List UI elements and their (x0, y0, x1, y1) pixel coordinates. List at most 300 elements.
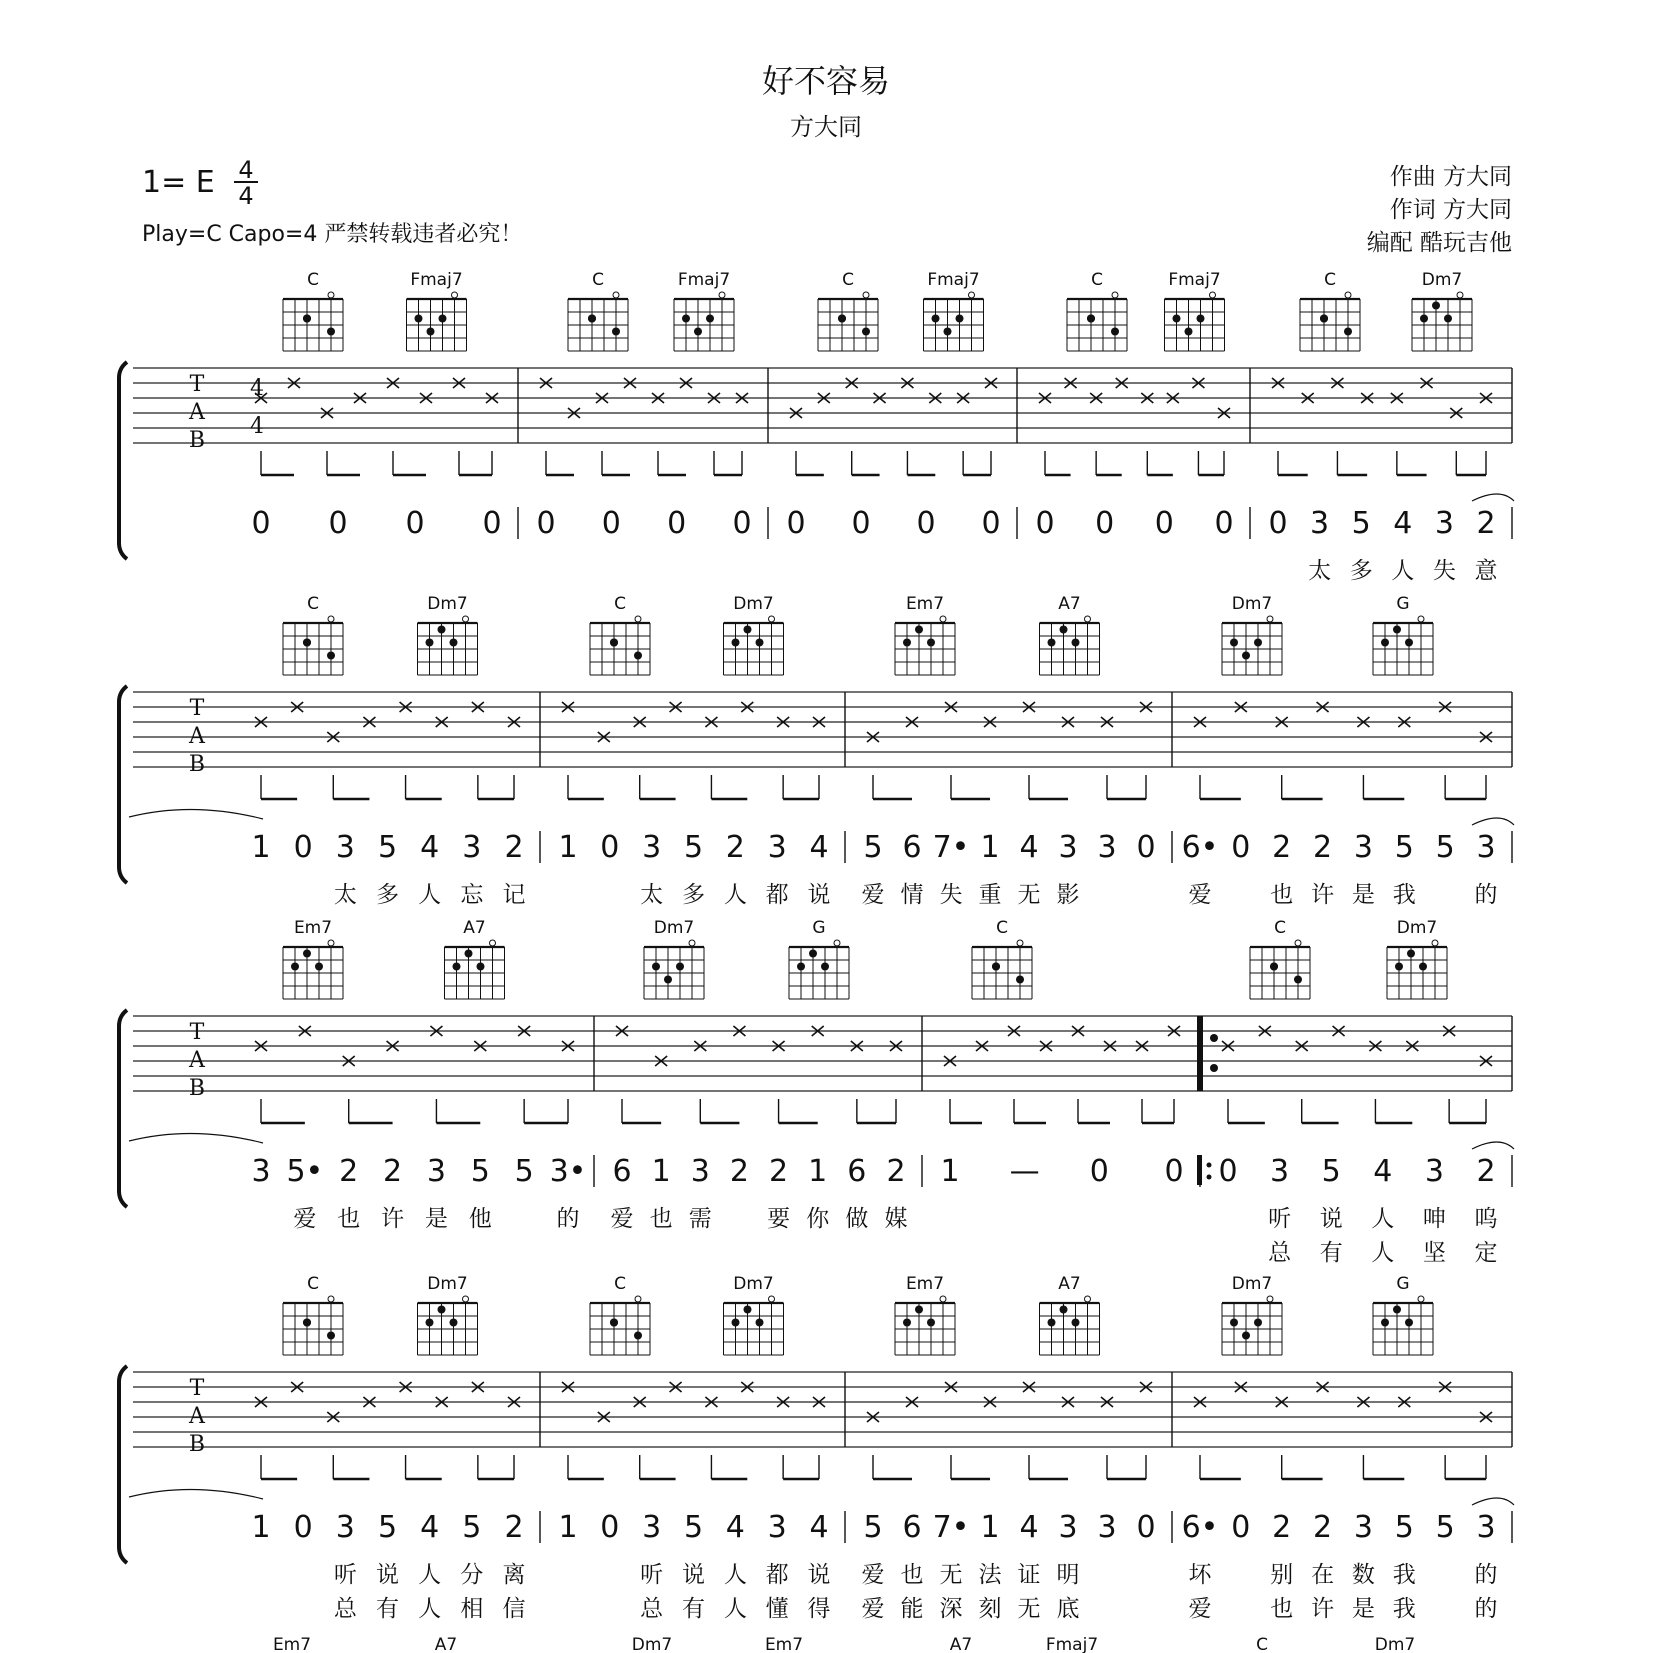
chord-diagram-dot (756, 1319, 764, 1327)
jianpu-note: 5 (683, 1510, 704, 1545)
chord-diagram-dot (744, 626, 752, 634)
chord-diagram-open-string (834, 940, 840, 946)
lyric-char: 做 (845, 1206, 869, 1232)
chord-name: Fmaj7 (1168, 270, 1221, 290)
lyric-char: 你 (806, 1206, 830, 1232)
chord-diagram-dot (1060, 626, 1068, 634)
jianpu-note: 2 (1476, 506, 1496, 541)
chord-name: Fmaj7 (677, 270, 731, 290)
chord-diagram-dot (439, 315, 447, 323)
jianpu-note: 3 (1310, 506, 1330, 541)
chord-diagram-dot (1381, 1319, 1389, 1327)
jianpu-note: 3 (1353, 830, 1373, 865)
chord-diagram-dot (1405, 1319, 1413, 1327)
lyric-char: 听 (333, 1562, 357, 1588)
artist-name: 方大同 (790, 113, 862, 141)
chord-diagram-dot (1173, 315, 1181, 323)
chord-diagram-open-string (635, 616, 641, 622)
lyric-char: 也 (649, 1206, 673, 1232)
chord-diagram-dot (756, 639, 764, 647)
chord-diagram-dot (303, 315, 311, 323)
chord-diagram-dot (634, 652, 642, 660)
chord-diagram-dot (862, 328, 870, 336)
chord-diagram-dot (903, 639, 911, 647)
chord-diagram-dot (706, 315, 714, 323)
repeat-dot (1207, 1175, 1212, 1180)
jianpu-note: 0 (328, 506, 348, 541)
system-bracket (119, 1366, 127, 1563)
jianpu-note: 0 (1231, 1510, 1251, 1545)
jianpu-note: 0 (1214, 506, 1234, 541)
lyric-char: 定 (1474, 1240, 1498, 1266)
lyric-char: 说 (1319, 1206, 1343, 1232)
lyric-char: 许 (381, 1206, 405, 1232)
chord-diagram-open-string (969, 292, 975, 298)
chord-name: Dm7 (653, 918, 695, 938)
lyric-char: 是 (424, 1206, 448, 1232)
chord-diagram (1300, 292, 1360, 351)
lyric-char: 无 (1017, 1596, 1041, 1622)
jianpu-note: 1 (558, 1510, 578, 1545)
lyric-char: 也 (900, 1562, 924, 1588)
chord-name: C (307, 594, 319, 614)
jianpu-note: 3 (335, 830, 355, 865)
jianpu-note: 1 (558, 830, 578, 865)
chord-diagram-dot (1072, 1319, 1080, 1327)
chord-diagram-dot (327, 328, 335, 336)
chord-diagram-dot (634, 1332, 642, 1340)
lyric-char: 的 (556, 1206, 580, 1232)
lyric-char: 有 (682, 1596, 705, 1622)
jianpu-note: 0 (1089, 1154, 1109, 1189)
jianpu-note: 0 (1154, 506, 1174, 541)
chord-name: Dm7 (1421, 270, 1463, 290)
jianpu-note: 5 (514, 1154, 534, 1189)
chord-diagram-dot (291, 963, 299, 971)
jianpu-note: 2 (504, 830, 524, 865)
chord-diagram-dot (450, 639, 458, 647)
chord-diagram-dot (1016, 976, 1024, 984)
chord-diagram-dot (610, 639, 618, 647)
chord-name-partial: A7 (434, 1635, 458, 1653)
lyric-char: 也 (1270, 882, 1294, 908)
jianpu-note: 5 (1321, 1154, 1341, 1189)
chord-diagram-open-string (328, 940, 334, 946)
performance-notes: Play=C Capo=4 严禁转载违者必究！ (142, 222, 523, 247)
chord-diagram (1373, 616, 1433, 675)
tie-arc (1472, 494, 1514, 501)
jianpu-note: 5 (863, 1510, 883, 1545)
jianpu-note: 3 (1058, 830, 1078, 865)
chord-diagram (724, 616, 784, 675)
chord-diagram (789, 940, 849, 999)
jianpu-note: 2 (504, 1510, 524, 1545)
chord-diagram (1222, 616, 1282, 675)
chord-name: Dm7 (733, 594, 774, 614)
chord-name: C (842, 270, 854, 290)
chord-name-partial: Dm7 (1374, 1635, 1416, 1653)
chord-diagram-dot (1395, 963, 1403, 971)
tie-arc (1472, 1142, 1514, 1149)
chord-diagram-open-string (490, 940, 496, 946)
chord-name: C (1324, 270, 1336, 290)
chord-diagram (418, 616, 478, 675)
chord-diagram-open-string (1267, 616, 1273, 622)
lyric-char: 的 (1474, 1596, 1498, 1622)
chord-diagram-open-string (328, 292, 334, 298)
chord-name-partial: Em7 (272, 1635, 312, 1653)
repeat-start-bar-notation (1197, 1155, 1202, 1185)
jianpu-note: 0 (600, 1510, 620, 1545)
jianpu-note: 1 (940, 1154, 960, 1189)
jianpu-note: 3 (1353, 1510, 1373, 1545)
lyric-char: 人 (723, 882, 747, 908)
jianpu-note: 4 (1393, 506, 1413, 541)
chord-name: A7 (463, 918, 486, 938)
chord-diagram-dot (927, 1319, 935, 1327)
chord-diagram-open-string (452, 292, 458, 298)
jianpu-note: 3 (1270, 1154, 1290, 1189)
lyric-char: 太 (640, 882, 664, 908)
repeat-dot (1207, 1163, 1212, 1168)
jianpu-note: 4 (420, 830, 440, 865)
lyric-char: 爱 (293, 1206, 317, 1232)
jianpu-note: 2 (729, 1154, 749, 1189)
chord-diagram-open-string (463, 616, 469, 622)
chord-name-partial: C (1256, 1635, 1268, 1653)
lyric-char: 的 (1474, 1562, 1498, 1588)
chord-diagram-dot (1254, 639, 1262, 647)
jianpu-note: 5 (683, 830, 704, 865)
jianpu-note: 6 (847, 1154, 867, 1189)
jianpu-note: 3 (767, 1510, 787, 1545)
chord-diagram-open-string (1017, 940, 1023, 946)
chord-diagram-dot (903, 1319, 911, 1327)
chord-diagram-dot (426, 1319, 434, 1327)
lyric-char: 无 (1017, 882, 1041, 908)
chord-name: C (307, 270, 319, 290)
chord-diagram (568, 292, 628, 351)
lyric-char: 的 (1474, 882, 1498, 908)
chord-diagram-open-string (1457, 292, 1463, 298)
chord-diagram-dot (821, 963, 829, 971)
tab-time-top: 4 (250, 376, 264, 401)
chord-diagram-dot (744, 1306, 752, 1314)
chord-diagram (407, 292, 467, 351)
lyric-char: 无 (939, 1562, 963, 1588)
chord-diagram-dot (1419, 963, 1427, 971)
chord-diagram (283, 940, 343, 999)
chord-diagram (674, 292, 734, 351)
jianpu-note: 6• (1181, 830, 1219, 865)
chord-diagram-dot (327, 1332, 335, 1340)
jianpu-note: 3 (642, 1510, 662, 1545)
jianpu-note: 3 (1058, 1510, 1078, 1545)
lyric-char: 忘 (460, 882, 484, 908)
chord-diagram (972, 940, 1032, 999)
chord-diagram (1373, 1296, 1433, 1355)
lyric-char: 得 (807, 1596, 831, 1622)
credit-arranger: 编配 酷玩吉他 (1366, 230, 1512, 256)
chord-diagram-dot (1432, 302, 1440, 310)
credit-lyricist: 作词 方大同 (1389, 197, 1512, 223)
lyric-char: 底 (1056, 1596, 1080, 1622)
chord-diagram-dot (1381, 639, 1389, 647)
jianpu-note: 0 (600, 830, 620, 865)
chord-diagram (1040, 616, 1100, 675)
chord-name-partial: Fmaj7 (1045, 1635, 1099, 1653)
chord-diagram-dot (303, 1319, 311, 1327)
tab-clef-letter: T (189, 1376, 205, 1401)
jianpu-note: 2 (339, 1154, 359, 1189)
jianpu-note: 0 (293, 830, 313, 865)
tie-arc (1472, 1498, 1514, 1505)
lyric-char: 意 (1474, 558, 1498, 584)
jianpu-note: 0 (786, 506, 806, 541)
lyric-char: 人 (1371, 1206, 1395, 1232)
chord-name: Dm7 (1396, 918, 1438, 938)
chord-name: Dm7 (427, 594, 468, 614)
chord-name: G (1396, 1274, 1410, 1294)
chord-diagram-dot (612, 328, 620, 336)
jianpu-note: 6 (902, 1510, 922, 1545)
jianpu-note: 1 (651, 1154, 671, 1189)
jianpu-note: 1 (251, 830, 271, 865)
lyric-char: 我 (1392, 882, 1416, 908)
jianpu-note: — (1009, 1154, 1040, 1189)
jianpu-note: 4 (420, 1510, 440, 1545)
chord-name: Fmaj7 (927, 270, 980, 290)
chord-diagram-open-string (1085, 1296, 1091, 1302)
tie-arc (129, 1133, 263, 1143)
chord-diagram-dot (1197, 315, 1205, 323)
chord-diagram-dot (915, 1306, 923, 1314)
lyric-char: 多 (1349, 558, 1373, 584)
lyric-char: 失 (1432, 558, 1456, 584)
lyric-char: 能 (900, 1596, 924, 1622)
tie-arc (129, 1489, 263, 1499)
tab-clef-letter: B (188, 1076, 206, 1101)
jianpu-note: 5 (1435, 830, 1455, 865)
jianpu-note: 4 (1019, 830, 1039, 865)
chord-diagram-dot (732, 1319, 740, 1327)
jianpu-note: 0 (1268, 506, 1288, 541)
jianpu-note: 1 (808, 1154, 828, 1189)
chord-name: Fmaj7 (410, 270, 463, 290)
jianpu-note: 0 (1218, 1154, 1238, 1189)
jianpu-note: 5 (1435, 1510, 1455, 1545)
lyric-char: 要 (767, 1206, 791, 1232)
lyric-char: 别 (1270, 1562, 1294, 1588)
jianpu-note: 0 (1095, 506, 1115, 541)
lyric-char: 许 (1311, 882, 1335, 908)
jianpu-note: 0 (536, 506, 556, 541)
chord-name: Dm7 (427, 1274, 468, 1294)
lyric-char: 爱 (861, 1596, 885, 1622)
lyric-char: 太 (333, 882, 357, 908)
jianpu-note: 0 (916, 506, 936, 541)
chord-diagram (1040, 1296, 1100, 1355)
jianpu-note: 5 (377, 830, 398, 865)
system-bracket (119, 686, 127, 883)
lyric-char: 人 (723, 1562, 747, 1588)
tab-clef-letter: T (189, 696, 205, 721)
jianpu-note: 3 (767, 830, 787, 865)
lyric-char: 人 (1391, 558, 1415, 584)
chord-diagram-dot (477, 963, 485, 971)
chord-diagram-dot (1242, 1332, 1250, 1340)
chord-name: Dm7 (1231, 1274, 1273, 1294)
lyric-char: 媒 (884, 1206, 908, 1232)
lyric-char: 说 (807, 1562, 831, 1588)
chord-diagram-dot (1072, 639, 1080, 647)
chord-diagram (1222, 1296, 1282, 1355)
lyric-char: 都 (765, 882, 789, 908)
chord-diagram-dot (426, 639, 434, 647)
chord-diagram-dot (992, 963, 1000, 971)
chord-diagram-dot (1242, 652, 1250, 660)
jianpu-note: 2 (1313, 830, 1333, 865)
jianpu-note: 3 (690, 1154, 710, 1189)
jianpu-note: 0 (1136, 1510, 1156, 1545)
lyric-char: 证 (1017, 1562, 1041, 1588)
chord-diagram-open-string (719, 292, 725, 298)
chord-diagram (283, 1296, 343, 1355)
chord-diagram-open-string (769, 1296, 775, 1302)
chord-diagram (418, 1296, 478, 1355)
chord-diagram-open-string (328, 1296, 334, 1302)
lyric-char: 坏 (1188, 1562, 1212, 1588)
lyric-char: 分 (460, 1562, 484, 1588)
chord-diagram-dot (1320, 315, 1328, 323)
jianpu-note: 0 (1231, 830, 1251, 865)
jianpu-note: 0 (1136, 830, 1156, 865)
chord-diagram-dot (1230, 1319, 1238, 1327)
chord-diagram (445, 940, 505, 999)
lyric-char: 人 (418, 1562, 442, 1588)
chord-diagram-open-string (635, 1296, 641, 1302)
lyric-char: 他 (468, 1206, 492, 1232)
repeat-start-bar (1197, 1016, 1203, 1091)
lyric-char: 是 (1351, 1596, 1375, 1622)
chord-diagram-open-string (613, 292, 619, 298)
chord-diagram-dot (1230, 639, 1238, 647)
chord-diagram-dot (1444, 315, 1452, 323)
jianpu-note: 3 (1097, 830, 1117, 865)
chord-diagram (1387, 940, 1447, 999)
jianpu-note: 4 (1373, 1154, 1393, 1189)
lyric-char: 说 (807, 882, 831, 908)
chord-diagram (724, 1296, 784, 1355)
chord-diagram (1067, 292, 1127, 351)
lyric-char: 坚 (1422, 1240, 1446, 1266)
chord-diagram-dot (1405, 639, 1413, 647)
system-bracket (119, 362, 127, 559)
lyric-char: 我 (1392, 1596, 1416, 1622)
jianpu-note: 2 (1476, 1154, 1496, 1189)
chord-name-partial: A7 (949, 1635, 973, 1653)
chord-diagram-dot (652, 963, 660, 971)
jianpu-note: 3 (1476, 830, 1496, 865)
chord-diagram-open-string (463, 1296, 469, 1302)
jianpu-note: 5 (863, 830, 883, 865)
system-bracket (119, 1010, 127, 1207)
jianpu-note: 2 (1272, 830, 1292, 865)
jianpu-note: 0 (1164, 1154, 1184, 1189)
chord-diagram-open-string (1267, 1296, 1273, 1302)
lyric-char: 说 (682, 1562, 705, 1588)
lyric-char: 呻 (1422, 1206, 1446, 1232)
chord-diagram-dot (1048, 639, 1056, 647)
lyric-char: 人 (418, 882, 442, 908)
lyric-char: 听 (1268, 1206, 1292, 1232)
chord-name: G (1396, 594, 1410, 614)
jianpu-note: 3• (549, 1154, 587, 1189)
tie-arc (1472, 818, 1514, 825)
chord-diagram-dot (453, 963, 461, 971)
chord-diagram-open-string (769, 616, 775, 622)
chord-diagram (818, 292, 878, 351)
lyric-char: 人 (723, 1596, 747, 1622)
chord-diagram (283, 292, 343, 351)
chord-diagram-dot (1270, 963, 1278, 971)
lyric-char: 也 (337, 1206, 361, 1232)
chord-name-partial: Dm7 (631, 1635, 673, 1653)
chord-diagram-open-string (328, 616, 334, 622)
lyric-char: 也 (1270, 1596, 1294, 1622)
chord-diagram (1250, 940, 1310, 999)
lyric-char: 许 (1311, 1596, 1335, 1622)
jianpu-note: 2 (383, 1154, 403, 1189)
lyric-char: 呜 (1474, 1206, 1498, 1232)
jianpu-note: 0 (981, 506, 1001, 541)
jianpu-note: 0 (601, 506, 621, 541)
systems-layer (119, 270, 1514, 1653)
chord-diagram-dot (809, 950, 817, 958)
chord-diagram (644, 940, 704, 999)
jianpu-note: 3 (1424, 1154, 1444, 1189)
jianpu-note: 5 (377, 1510, 398, 1545)
chord-diagram (283, 616, 343, 675)
jianpu-note: 0 (851, 506, 871, 541)
jianpu-note: 3 (462, 830, 482, 865)
chord-diagram-dot (732, 639, 740, 647)
chord-diagram-dot (438, 626, 446, 634)
chord-diagram-open-string (1210, 292, 1216, 298)
jianpu-note: 5 (1394, 1510, 1414, 1545)
lyric-char: 总 (1268, 1240, 1292, 1266)
lyric-char: 爱 (861, 1562, 885, 1588)
repeat-dot (1210, 1034, 1218, 1042)
jianpu-note: 6 (612, 1154, 632, 1189)
lyric-char: 爱 (1188, 882, 1212, 908)
jianpu-note: 2 (886, 1154, 906, 1189)
tab-clef-letter: B (188, 752, 206, 777)
chord-diagram-dot (1048, 1319, 1056, 1327)
lyric-char: 有 (376, 1596, 399, 1622)
chord-diagram-dot (1393, 626, 1401, 634)
tab-clef-letter: T (189, 1020, 205, 1045)
chord-diagram-dot (610, 1319, 618, 1327)
time-signature-top: 4 (238, 156, 254, 184)
tab-clef-letter: T (189, 372, 205, 397)
chord-diagram-open-string (1418, 1296, 1424, 1302)
chord-name-partial: Em7 (764, 1635, 804, 1653)
chord-diagram-dot (1407, 950, 1415, 958)
jianpu-note: 3 (1097, 1510, 1117, 1545)
chord-diagram-dot (797, 963, 805, 971)
time-signature-bottom: 4 (238, 182, 254, 210)
